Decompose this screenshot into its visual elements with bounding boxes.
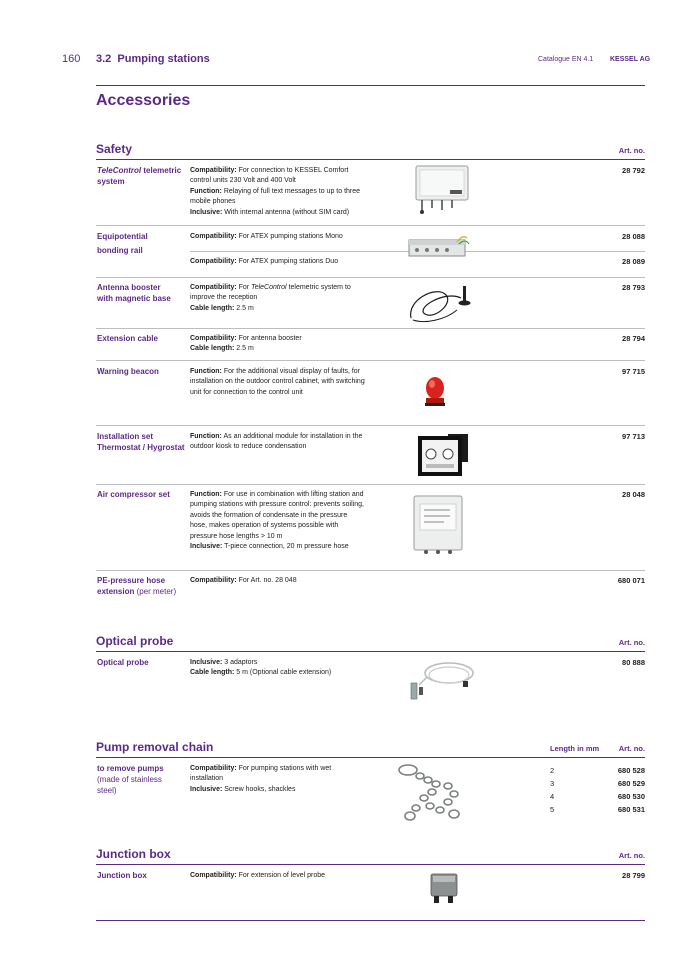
compat-label: Compatibility: bbox=[190, 335, 237, 342]
chain-length-value: 5 bbox=[550, 805, 555, 814]
compat-text: For ATEX pumping stations Mono bbox=[236, 233, 343, 240]
func-text: As an additional module for installation in the outdoor kiosk to reduce condensation bbox=[190, 433, 363, 451]
company-label: KESSEL AG bbox=[610, 56, 651, 63]
antenna-art: 28 793 bbox=[622, 283, 645, 292]
chain-art-value: 680 531 bbox=[617, 805, 645, 814]
func-text: Relaying of full text messages to up to three mobile phones bbox=[190, 187, 361, 206]
incl-label: Inclusive: bbox=[190, 543, 223, 551]
pe-hose-art: 680 071 bbox=[617, 576, 645, 585]
bottom-rule bbox=[96, 920, 645, 921]
compat-label: Compatibility: bbox=[190, 765, 237, 772]
compat-text: For connection to KESSEL Comfort control units 230 Volt and 400 Volt bbox=[190, 167, 349, 185]
compat-label: Compatibility: bbox=[190, 284, 237, 291]
compat-text: For Art. no. 28 048 bbox=[236, 577, 297, 584]
optical-probe-image bbox=[405, 655, 477, 703]
safety-title: Safety bbox=[96, 142, 133, 156]
compat-post: telemetric system to improve the reception bbox=[190, 284, 351, 302]
incl-text: 3 adaptors bbox=[222, 659, 258, 666]
cable-label: Cable length: bbox=[190, 345, 235, 353]
equipotential-desc-mono bbox=[190, 232, 365, 242]
telecontrol-desc bbox=[190, 166, 365, 218]
row-divider bbox=[96, 328, 645, 329]
antenna-image bbox=[405, 280, 480, 325]
equipotential-desc-duo bbox=[190, 257, 365, 267]
junction-name: Junction box bbox=[97, 871, 147, 880]
installation-name: Installation set Thermostat / Hygrostat bbox=[97, 432, 185, 452]
pe-hose-name-bold: PE-pressure hose extension bbox=[97, 576, 166, 596]
safety-rule bbox=[96, 159, 645, 160]
optical-desc bbox=[190, 658, 365, 679]
chain-desc bbox=[190, 764, 365, 795]
pe-hose-desc bbox=[190, 576, 365, 586]
chain-art-value: 680 530 bbox=[617, 792, 645, 801]
cable-label: Cable length: bbox=[190, 669, 235, 677]
incl-text: T-piece connection, 20 m pressure hose bbox=[222, 543, 349, 551]
chain-art-label: Art. no. bbox=[618, 744, 645, 753]
telecontrol-name-italic: TeleControl bbox=[97, 166, 142, 175]
junction-desc bbox=[190, 871, 365, 881]
optical-art: 80 888 bbox=[622, 658, 645, 667]
incl-label: Inclusive: bbox=[190, 659, 223, 666]
extension-art: 28 794 bbox=[622, 334, 645, 343]
compat-label: Compatibility: bbox=[190, 577, 237, 584]
beacon-art: 97 715 bbox=[622, 367, 645, 376]
row-divider bbox=[96, 425, 645, 426]
incl-label: Inclusive: bbox=[190, 208, 223, 216]
func-text: For use in combination with lifting station and pumping stations with pressure control: prevents soiling, avoids the formation of condensate in the pressure hose, makes operation of systems possible with pressure hose lengths > 10 m bbox=[190, 491, 364, 540]
chain-length-value: 2 bbox=[550, 766, 555, 775]
compressor-name: Air compressor set bbox=[97, 490, 170, 499]
func-label: Function: bbox=[190, 433, 222, 440]
beacon-name: Warning beacon bbox=[97, 367, 159, 376]
compat-pre: For bbox=[236, 284, 252, 291]
telecontrol-name-rest: telemetric system bbox=[97, 166, 182, 186]
compat-italic: TeleControl bbox=[251, 284, 287, 291]
chain-rule bbox=[96, 757, 645, 758]
compat-label: Compatibility: bbox=[190, 872, 237, 879]
row-divider bbox=[96, 570, 645, 571]
func-label: Function: bbox=[190, 187, 222, 195]
section-title: 3.2 Pumping stations bbox=[96, 53, 210, 65]
cable-text: 5 m (Optional cable extension) bbox=[234, 669, 332, 677]
compressor-desc bbox=[190, 490, 365, 552]
compat-label: Compatibility: bbox=[190, 167, 237, 174]
thermostat-image bbox=[416, 432, 472, 478]
row-divider bbox=[96, 225, 645, 226]
page-number: 160 bbox=[62, 53, 81, 65]
compat-text: For pumping stations with wet installation bbox=[190, 765, 332, 783]
func-text: For the additional visual display of faults, for installation on the outdoor control cabinet, with switching unit for connection to the control unit bbox=[190, 368, 365, 396]
optical-art-label: Art. no. bbox=[618, 638, 645, 647]
compat-label: Compatibility: bbox=[190, 258, 237, 265]
chain-name-rest: (made of stainless steel) bbox=[97, 775, 162, 795]
extension-name: Extension cable bbox=[97, 334, 158, 343]
cable-text: 2.5 m bbox=[234, 304, 254, 312]
bonding-rail-image bbox=[405, 230, 471, 266]
chain-name-bold: to remove pumps bbox=[97, 764, 164, 773]
compat-text: For ATEX pumping stations Duo bbox=[236, 258, 339, 265]
incl-text: Screw hooks, shackles bbox=[222, 785, 296, 793]
chain-length-label: Length in mm bbox=[550, 744, 600, 753]
incl-text: With internal antenna (without SIM card) bbox=[222, 208, 350, 216]
chain-length-list bbox=[550, 764, 554, 816]
antenna-name: Antenna booster with magnetic base bbox=[97, 283, 171, 303]
pe-hose-name bbox=[97, 575, 185, 597]
installation-desc bbox=[190, 432, 365, 453]
equipotential-art-duo: 28 089 bbox=[622, 257, 645, 266]
junction-rule bbox=[96, 864, 645, 865]
junction-art-label: Art. no. bbox=[618, 851, 645, 860]
chain-name bbox=[97, 763, 177, 796]
extension-desc bbox=[190, 334, 365, 355]
equipotential-art-mono: 28 088 bbox=[622, 232, 645, 241]
row-divider bbox=[96, 484, 645, 485]
optical-rule bbox=[96, 651, 645, 652]
page-title: Accessories bbox=[96, 92, 191, 109]
pe-hose-name-rest: (per meter) bbox=[134, 587, 177, 596]
compressor-image bbox=[410, 494, 466, 556]
chain-length-value: 3 bbox=[550, 779, 555, 788]
compat-text: For antenna booster bbox=[236, 335, 302, 342]
incl-label: Inclusive: bbox=[190, 785, 223, 793]
telecontrol-art: 28 792 bbox=[622, 166, 645, 175]
antenna-desc bbox=[190, 283, 365, 314]
optical-name: Optical probe bbox=[97, 658, 149, 667]
compat-text: For extension of level probe bbox=[236, 872, 325, 879]
compressor-art: 28 048 bbox=[622, 490, 645, 499]
telecontrol-device-image bbox=[410, 164, 472, 216]
chain-art-value: 680 528 bbox=[617, 766, 645, 775]
installation-art: 97 713 bbox=[622, 432, 645, 441]
catalogue-label: Catalogue EN 4.1 bbox=[538, 56, 594, 63]
junction-art: 28 799 bbox=[622, 871, 645, 880]
chain-length-value: 4 bbox=[550, 792, 555, 801]
chain-art-value: 680 529 bbox=[617, 779, 645, 788]
func-label: Function: bbox=[190, 491, 222, 498]
row-divider bbox=[96, 277, 645, 278]
safety-art-label: Art. no. bbox=[618, 146, 645, 155]
chain-art-list bbox=[618, 764, 645, 816]
cable-text: 2.5 m bbox=[234, 345, 254, 353]
telecontrol-name bbox=[97, 165, 185, 187]
func-label: Function: bbox=[190, 368, 222, 375]
cable-label: Cable length: bbox=[190, 304, 235, 312]
chain-title: Pump removal chain bbox=[96, 740, 214, 754]
junction-title: Junction box bbox=[96, 847, 171, 861]
equipotential-name: Equipotential bonding rail bbox=[97, 232, 148, 255]
chain-image bbox=[396, 762, 466, 824]
beacon-image bbox=[423, 374, 447, 410]
row-divider bbox=[96, 360, 645, 361]
beacon-desc bbox=[190, 367, 365, 398]
junction-box-image bbox=[428, 870, 462, 906]
compat-label: Compatibility: bbox=[190, 233, 237, 240]
header-rule bbox=[96, 85, 645, 86]
optical-title: Optical probe bbox=[96, 634, 174, 648]
